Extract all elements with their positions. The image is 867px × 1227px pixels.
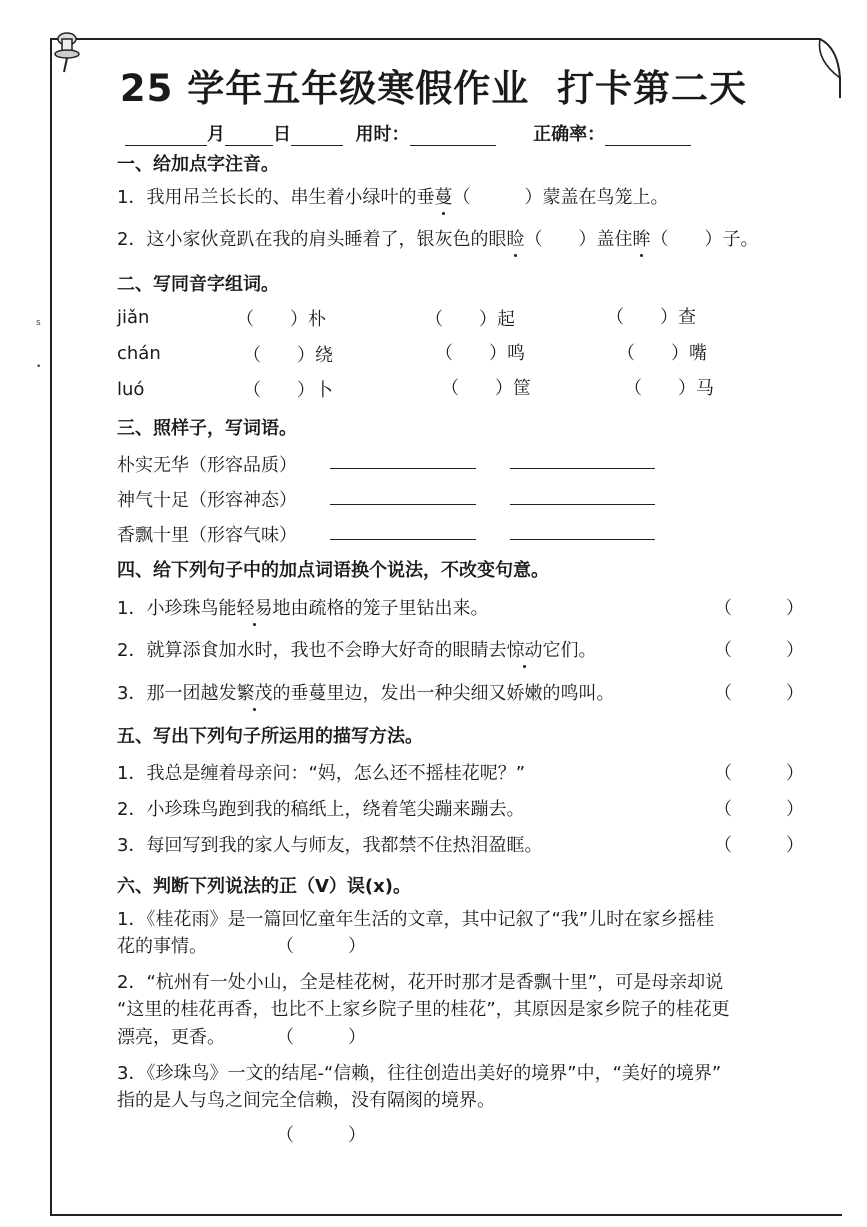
section-3-heading: 三、照样子，写词语。 — [117, 418, 297, 439]
answer-paren[interactable]: （ ）蒙盖在鸟笼上。 — [452, 187, 669, 208]
s2-item[interactable]: （ ）朴 — [236, 309, 326, 330]
dotted-char: 蔓 — [434, 187, 453, 208]
s2-item[interactable]: （ ）卜 — [243, 380, 333, 401]
worksheet-top-edge — [50, 38, 810, 40]
s6-q2-line: 2．“杭州有一处小山，全是桂花树，花开时那才是香飘十里”，可是母亲却说 — [117, 972, 724, 993]
s2-item[interactable]: （ ）查 — [606, 307, 696, 328]
s2-item[interactable]: （ ）鸣 — [435, 343, 525, 364]
dotted-word: 惊动 — [506, 640, 543, 661]
margin-mark: • — [36, 362, 42, 372]
section-5-heading: 五、写出下列句子所运用的描写方法。 — [117, 726, 423, 747]
answer-paren[interactable]: （ ） — [714, 598, 804, 619]
day-label: 日 — [273, 124, 291, 145]
s4-question-1 — [117, 594, 488, 620]
accuracy-label: 正确率： — [533, 124, 606, 145]
text: 地由疏格的笼子里钻出来。 — [272, 598, 489, 619]
s2-item[interactable]: （ ）马 — [624, 378, 714, 399]
time-blank[interactable] — [410, 127, 496, 146]
page-title — [0, 58, 867, 112]
title-day: 打卡第二天 — [557, 67, 748, 110]
s2-item[interactable]: （ ）起 — [425, 309, 515, 330]
s2-pinyin: chán — [117, 343, 161, 364]
s6-q2-line: 漂亮，更香。 — [117, 1027, 225, 1048]
answer-paren[interactable]: （ ） — [276, 1027, 366, 1048]
title-main: 25 学年五年级寒假作业 — [119, 67, 530, 110]
s6-q3-line: 指的是人与鸟之间完全信赖，没有隔阂的境界。 — [117, 1090, 495, 1111]
answer-paren[interactable]: （ ） — [276, 936, 366, 957]
info-line — [125, 120, 691, 146]
time-label: 用时： — [355, 124, 410, 145]
answer-line[interactable] — [510, 539, 655, 540]
answer-paren[interactable]: （ ）子。 — [650, 229, 759, 250]
s6-q1-line: 1．《桂花雨》是一篇回忆童年生活的文章，其中记叙了“我”儿时在家乡摇桂 — [117, 909, 715, 930]
text: 的垂蔓里边，发出一种尖细又娇嫩的鸣叫。 — [272, 683, 615, 704]
s6-q3-line: 3．《珍珠鸟》一文的结尾-“信赖，往往创造出美好的境界”中，“美好的境界” — [117, 1063, 722, 1084]
s2-item[interactable]: （ ）筐 — [441, 378, 531, 399]
s2-item[interactable]: （ ）绕 — [243, 345, 333, 366]
s6-q1-line: 花的事情。 — [117, 936, 207, 957]
day-blank[interactable] — [225, 127, 273, 146]
s4-question-2 — [117, 636, 596, 662]
answer-line[interactable] — [330, 468, 476, 469]
s2-item[interactable]: （ ）嘴 — [617, 343, 707, 364]
month-label: 月 — [207, 124, 225, 145]
s3-example: 神气十足（形容神态） — [117, 490, 297, 511]
answer-paren[interactable]: （ ）盖住 — [524, 229, 633, 250]
dotted-word: 轻易 — [236, 598, 273, 619]
text: 1．小珍珠鸟能 — [117, 598, 237, 619]
dotted-char: 睑 — [506, 229, 525, 250]
answer-line[interactable] — [510, 468, 655, 469]
extra-blank[interactable] — [291, 127, 343, 146]
text: 2．就算添食加水时，我也不会睁大好奇的眼睛去 — [117, 640, 507, 661]
answer-paren[interactable]: （ ） — [714, 799, 804, 820]
text: 2．这小家伙竟趴在我的肩头睡着了，银灰色的眼 — [117, 229, 507, 250]
text: 1．我用吊兰长长的、串生着小绿叶的垂 — [117, 187, 435, 208]
s1-question-2 — [117, 225, 758, 251]
section-1-heading: 一、给加点字注音。 — [117, 154, 279, 175]
text: 3．那一团越发 — [117, 683, 237, 704]
s5-item: 1．我总是缠着母亲问：“妈，怎么还不摇桂花呢？” — [117, 763, 526, 784]
s5-item: 2．小珍珠鸟跑到我的稿纸上，绕着笔尖蹦来蹦去。 — [117, 799, 525, 820]
s2-pinyin: jiǎn — [117, 307, 150, 328]
section-2-heading: 二、写同音字组词。 — [117, 274, 279, 295]
answer-line[interactable] — [330, 504, 476, 505]
accuracy-blank[interactable] — [605, 127, 691, 146]
s1-question-1 — [117, 183, 668, 209]
answer-line[interactable] — [330, 539, 476, 540]
s3-example: 朴实无华（形容品质） — [117, 455, 297, 476]
section-6-heading: 六、判断下列说法的正（V）误(x)。 — [117, 876, 411, 897]
answer-line[interactable] — [510, 504, 655, 505]
answer-paren[interactable]: （ ） — [276, 1125, 366, 1146]
s5-item: 3．每回写到我的家人与师友，我都禁不住热泪盈眶。 — [117, 835, 543, 856]
section-4-heading: 四、给下列句子中的加点词语换个说法，不改变句意。 — [117, 560, 549, 581]
s3-example: 香飘十里（形容气味） — [117, 525, 297, 546]
answer-paren[interactable]: （ ） — [714, 835, 804, 856]
answer-paren[interactable]: （ ） — [714, 640, 804, 661]
text: 它们。 — [542, 640, 597, 661]
s2-pinyin: luó — [117, 379, 145, 400]
dotted-word: 繁茂 — [236, 683, 273, 704]
s6-q2-line: “这里的桂花再香，也比不上家乡院子里的桂花”，其原因是家乡院子的桂花更 — [117, 999, 730, 1020]
answer-paren[interactable]: （ ） — [714, 763, 804, 784]
margin-mark: s — [36, 318, 41, 328]
answer-paren[interactable]: （ ） — [714, 683, 804, 704]
dotted-char: 眸 — [632, 229, 651, 250]
month-blank[interactable] — [125, 127, 207, 146]
s4-question-3 — [117, 679, 614, 705]
